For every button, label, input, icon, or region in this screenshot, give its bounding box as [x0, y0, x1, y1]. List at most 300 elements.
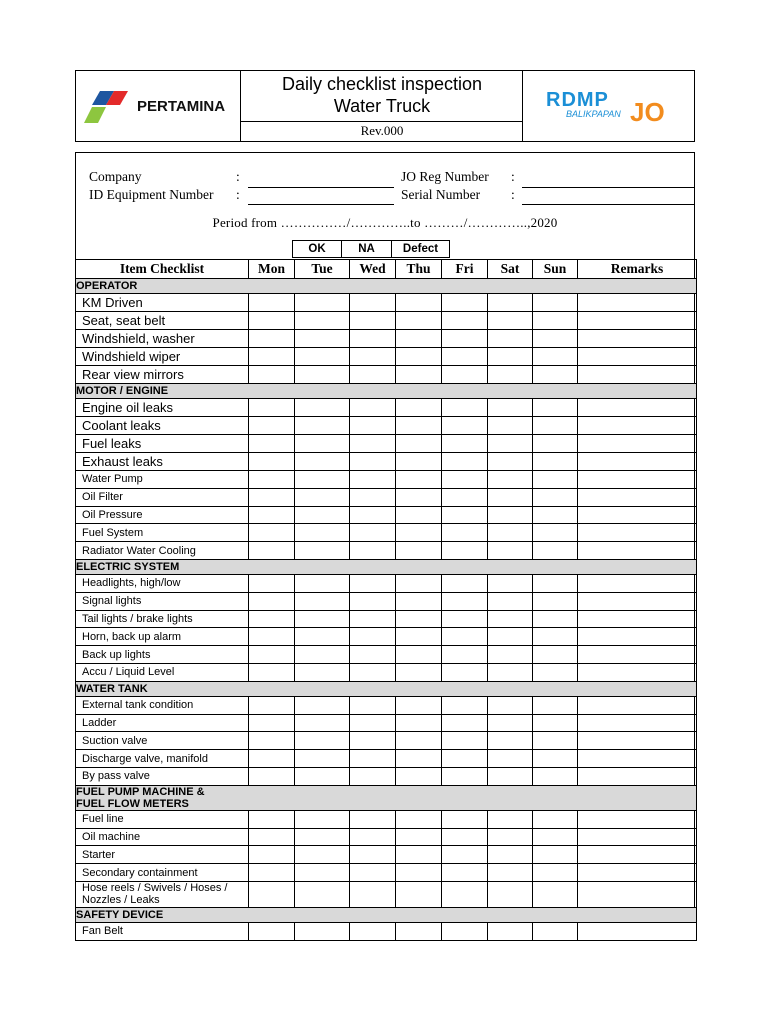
table-row	[76, 663, 697, 681]
day-check-cell[interactable]	[488, 646, 533, 664]
section-header	[76, 681, 697, 696]
day-check-cell[interactable]	[249, 435, 295, 453]
day-check-cell[interactable]	[442, 696, 488, 714]
day-check-cell[interactable]	[396, 453, 442, 471]
item-label: By pass valve	[76, 767, 249, 785]
day-check-cell[interactable]	[396, 524, 442, 542]
table-row	[76, 417, 697, 435]
day-check-cell[interactable]	[295, 846, 350, 864]
day-check-cell[interactable]	[533, 399, 578, 417]
day-check-cell[interactable]	[249, 663, 295, 681]
day-check-cell[interactable]	[350, 542, 396, 560]
day-check-cell[interactable]	[488, 881, 533, 907]
day-check-cell[interactable]	[350, 366, 396, 384]
day-check-cell[interactable]	[350, 417, 396, 435]
day-check-cell[interactable]	[533, 646, 578, 664]
day-check-cell[interactable]	[249, 646, 295, 664]
day-check-cell[interactable]	[488, 471, 533, 489]
day-check-cell[interactable]	[350, 881, 396, 907]
day-check-cell[interactable]	[249, 312, 295, 330]
day-check-cell[interactable]	[488, 846, 533, 864]
day-check-cell[interactable]	[533, 592, 578, 610]
day-check-cell[interactable]	[488, 828, 533, 846]
day-check-cell[interactable]	[488, 524, 533, 542]
period-line: Period from ……………/…………..to ………/…………..,2020	[212, 215, 558, 230]
day-check-cell[interactable]	[396, 663, 442, 681]
day-check-cell[interactable]	[249, 524, 295, 542]
day-check-cell[interactable]	[396, 542, 442, 560]
day-check-cell[interactable]	[350, 524, 396, 542]
day-check-cell[interactable]	[442, 846, 488, 864]
remarks-cell[interactable]	[578, 810, 697, 828]
item-label: Headlights, high/low	[76, 574, 249, 592]
day-check-cell[interactable]	[442, 881, 488, 907]
day-check-cell[interactable]	[350, 471, 396, 489]
day-check-cell[interactable]	[533, 732, 578, 750]
day-check-cell[interactable]	[396, 435, 442, 453]
day-check-cell[interactable]	[533, 714, 578, 732]
remarks-cell[interactable]	[578, 453, 697, 471]
day-check-cell[interactable]	[350, 663, 396, 681]
day-check-cell[interactable]	[396, 714, 442, 732]
id-equipment-label: ID Equipment Number	[89, 187, 214, 202]
day-check-cell[interactable]	[533, 610, 578, 628]
column-header: Sat	[488, 260, 533, 279]
table-row	[76, 435, 697, 453]
table-row	[76, 828, 697, 846]
day-check-cell[interactable]	[442, 524, 488, 542]
day-check-cell[interactable]	[533, 348, 578, 366]
day-check-cell[interactable]	[533, 663, 578, 681]
day-check-cell[interactable]	[533, 330, 578, 348]
item-label: Fuel leaks	[76, 435, 249, 453]
day-check-cell[interactable]	[350, 312, 396, 330]
day-check-cell[interactable]	[396, 881, 442, 907]
remarks-cell[interactable]	[578, 864, 697, 882]
day-check-cell[interactable]	[295, 696, 350, 714]
day-check-cell[interactable]	[488, 330, 533, 348]
day-check-cell[interactable]	[533, 881, 578, 907]
day-check-cell[interactable]	[396, 610, 442, 628]
table-row	[76, 453, 697, 471]
remarks-cell[interactable]	[578, 828, 697, 846]
day-check-cell[interactable]	[488, 488, 533, 506]
item-label: Exhaust leaks	[76, 453, 249, 471]
day-check-cell[interactable]	[249, 348, 295, 366]
day-check-cell[interactable]	[442, 922, 488, 940]
day-check-cell[interactable]	[249, 399, 295, 417]
day-check-cell[interactable]	[488, 810, 533, 828]
day-check-cell[interactable]	[442, 828, 488, 846]
day-check-cell[interactable]	[295, 610, 350, 628]
day-check-cell[interactable]	[442, 810, 488, 828]
day-check-cell[interactable]	[442, 732, 488, 750]
day-check-cell[interactable]	[295, 881, 350, 907]
day-check-cell[interactable]	[396, 767, 442, 785]
day-check-cell[interactable]	[533, 524, 578, 542]
day-check-cell[interactable]	[488, 592, 533, 610]
remarks-cell[interactable]	[578, 542, 697, 560]
day-check-cell[interactable]	[533, 294, 578, 312]
day-check-cell[interactable]	[295, 767, 350, 785]
day-check-cell[interactable]	[442, 453, 488, 471]
day-check-cell[interactable]	[533, 453, 578, 471]
day-check-cell[interactable]	[350, 750, 396, 768]
day-check-cell[interactable]	[295, 488, 350, 506]
day-check-cell[interactable]	[249, 542, 295, 560]
day-check-cell[interactable]	[533, 574, 578, 592]
document-header	[75, 70, 695, 142]
table-header-row	[76, 260, 697, 279]
day-check-cell[interactable]	[295, 864, 350, 882]
day-check-cell[interactable]	[396, 488, 442, 506]
day-check-cell[interactable]	[249, 864, 295, 882]
table-row	[76, 864, 697, 882]
day-check-cell[interactable]	[396, 312, 442, 330]
day-check-cell[interactable]	[350, 610, 396, 628]
day-check-cell[interactable]	[249, 610, 295, 628]
rdmp-jo-logo	[546, 89, 686, 129]
day-check-cell[interactable]	[249, 294, 295, 312]
day-check-cell[interactable]	[350, 696, 396, 714]
remarks-cell[interactable]	[578, 574, 697, 592]
day-check-cell[interactable]	[249, 628, 295, 646]
remarks-cell[interactable]	[578, 628, 697, 646]
day-check-cell[interactable]	[488, 348, 533, 366]
day-check-cell[interactable]	[350, 574, 396, 592]
day-check-cell[interactable]	[442, 348, 488, 366]
day-check-cell[interactable]	[396, 696, 442, 714]
remarks-cell[interactable]	[578, 471, 697, 489]
column-header: Mon	[249, 260, 295, 279]
day-check-cell[interactable]	[295, 435, 350, 453]
remarks-cell[interactable]	[578, 663, 697, 681]
remarks-cell[interactable]	[578, 524, 697, 542]
day-check-cell[interactable]	[249, 366, 295, 384]
day-check-cell[interactable]	[350, 348, 396, 366]
table-row	[76, 312, 697, 330]
day-check-cell[interactable]	[295, 453, 350, 471]
day-check-cell[interactable]	[396, 366, 442, 384]
company-field[interactable]	[248, 187, 394, 188]
day-check-cell[interactable]	[488, 435, 533, 453]
day-check-cell[interactable]	[488, 417, 533, 435]
day-check-cell[interactable]	[442, 471, 488, 489]
day-check-cell[interactable]	[533, 417, 578, 435]
day-check-cell[interactable]	[249, 828, 295, 846]
day-check-cell[interactable]	[442, 330, 488, 348]
day-check-cell[interactable]	[295, 592, 350, 610]
column-header: Wed	[350, 260, 396, 279]
item-label: Horn, back up alarm	[76, 628, 249, 646]
day-check-cell[interactable]	[488, 767, 533, 785]
day-check-cell[interactable]	[295, 810, 350, 828]
day-check-cell[interactable]	[396, 810, 442, 828]
day-check-cell[interactable]	[442, 628, 488, 646]
day-check-cell[interactable]	[396, 399, 442, 417]
item-label: Oil Pressure	[76, 506, 249, 524]
day-check-cell[interactable]	[350, 488, 396, 506]
remarks-cell[interactable]	[578, 610, 697, 628]
remarks-cell[interactable]	[578, 881, 697, 907]
day-check-cell[interactable]	[533, 628, 578, 646]
day-check-cell[interactable]	[249, 922, 295, 940]
day-check-cell[interactable]	[350, 330, 396, 348]
day-check-cell[interactable]	[442, 366, 488, 384]
day-check-cell[interactable]	[442, 488, 488, 506]
remarks-cell[interactable]	[578, 348, 697, 366]
rdmp-text: RDMP	[546, 89, 609, 111]
day-check-cell[interactable]	[295, 471, 350, 489]
remarks-cell[interactable]	[578, 696, 697, 714]
day-check-cell[interactable]	[249, 846, 295, 864]
remarks-cell[interactable]	[578, 767, 697, 785]
day-check-cell[interactable]	[488, 696, 533, 714]
day-check-cell[interactable]	[249, 488, 295, 506]
table-row	[76, 846, 697, 864]
day-check-cell[interactable]	[295, 750, 350, 768]
day-check-cell[interactable]	[396, 574, 442, 592]
item-label: Radiator Water Cooling	[76, 542, 249, 560]
day-check-cell[interactable]	[295, 542, 350, 560]
day-check-cell[interactable]	[295, 714, 350, 732]
remarks-cell[interactable]	[578, 417, 697, 435]
day-check-cell[interactable]	[295, 312, 350, 330]
day-check-cell[interactable]	[350, 646, 396, 664]
day-check-cell[interactable]	[488, 922, 533, 940]
remarks-cell[interactable]	[578, 506, 697, 524]
day-check-cell[interactable]	[488, 294, 533, 312]
day-check-cell[interactable]	[249, 574, 295, 592]
day-check-cell[interactable]	[249, 810, 295, 828]
table-row	[76, 696, 697, 714]
day-check-cell[interactable]	[442, 714, 488, 732]
section-header	[76, 907, 697, 922]
pertamina-wordmark: PERTAMINA	[137, 98, 226, 115]
day-check-cell[interactable]	[396, 294, 442, 312]
day-check-cell[interactable]	[295, 294, 350, 312]
day-check-cell[interactable]	[442, 750, 488, 768]
day-check-cell[interactable]	[396, 592, 442, 610]
serial-number-field[interactable]	[522, 204, 694, 205]
remarks-cell[interactable]	[578, 922, 697, 940]
remarks-cell[interactable]	[578, 312, 697, 330]
day-check-cell[interactable]	[533, 864, 578, 882]
day-check-cell[interactable]	[488, 732, 533, 750]
day-check-cell[interactable]	[533, 471, 578, 489]
item-label: Ladder	[76, 714, 249, 732]
day-check-cell[interactable]	[396, 417, 442, 435]
day-check-cell[interactable]	[295, 348, 350, 366]
day-check-cell[interactable]	[396, 732, 442, 750]
day-check-cell[interactable]	[350, 628, 396, 646]
day-check-cell[interactable]	[249, 732, 295, 750]
day-check-cell[interactable]	[442, 592, 488, 610]
day-check-cell[interactable]	[350, 399, 396, 417]
remarks-cell[interactable]	[578, 750, 697, 768]
day-check-cell[interactable]	[396, 846, 442, 864]
day-check-cell[interactable]	[533, 435, 578, 453]
table-row	[76, 922, 697, 940]
day-check-cell[interactable]	[249, 417, 295, 435]
item-label: Secondary containment	[76, 864, 249, 882]
day-check-cell[interactable]	[350, 846, 396, 864]
day-check-cell[interactable]	[295, 828, 350, 846]
day-check-cell[interactable]	[396, 828, 442, 846]
remarks-cell[interactable]	[578, 399, 697, 417]
day-check-cell[interactable]	[533, 506, 578, 524]
day-check-cell[interactable]	[249, 696, 295, 714]
day-check-cell[interactable]	[396, 348, 442, 366]
day-check-cell[interactable]	[295, 663, 350, 681]
day-check-cell[interactable]	[350, 922, 396, 940]
day-check-cell[interactable]	[350, 294, 396, 312]
item-label: Back up lights	[76, 646, 249, 664]
column-header: Fri	[442, 260, 488, 279]
day-check-cell[interactable]	[396, 922, 442, 940]
day-check-cell[interactable]	[533, 542, 578, 560]
day-check-cell[interactable]	[249, 714, 295, 732]
day-check-cell[interactable]	[488, 542, 533, 560]
day-check-cell[interactable]	[442, 435, 488, 453]
day-check-cell[interactable]	[488, 610, 533, 628]
pertamina-logo	[84, 89, 238, 123]
day-check-cell[interactable]	[350, 714, 396, 732]
day-check-cell[interactable]	[295, 506, 350, 524]
day-check-cell[interactable]	[488, 663, 533, 681]
day-check-cell[interactable]	[350, 732, 396, 750]
day-check-cell[interactable]	[442, 610, 488, 628]
day-check-cell[interactable]	[533, 366, 578, 384]
id-equipment-field[interactable]	[248, 204, 394, 205]
day-check-cell[interactable]	[396, 864, 442, 882]
day-check-cell[interactable]	[350, 828, 396, 846]
day-check-cell[interactable]	[442, 312, 488, 330]
day-check-cell[interactable]	[249, 592, 295, 610]
day-check-cell[interactable]	[396, 628, 442, 646]
column-header: Thu	[396, 260, 442, 279]
day-check-cell[interactable]	[488, 366, 533, 384]
column-header: Sun	[533, 260, 578, 279]
remarks-cell[interactable]	[578, 646, 697, 664]
day-check-cell[interactable]	[249, 767, 295, 785]
day-check-cell[interactable]	[295, 922, 350, 940]
day-check-cell[interactable]	[442, 294, 488, 312]
item-label: External tank condition	[76, 696, 249, 714]
item-label: Discharge valve, manifold	[76, 750, 249, 768]
day-check-cell[interactable]	[396, 330, 442, 348]
remarks-cell[interactable]	[578, 846, 697, 864]
jo-reg-field[interactable]	[522, 187, 694, 188]
remarks-cell[interactable]	[578, 732, 697, 750]
item-label: Windshield wiper	[76, 348, 249, 366]
day-check-cell[interactable]	[249, 471, 295, 489]
day-check-cell[interactable]	[442, 417, 488, 435]
day-check-cell[interactable]	[488, 399, 533, 417]
day-check-cell[interactable]	[442, 506, 488, 524]
day-check-cell[interactable]	[442, 663, 488, 681]
day-check-cell[interactable]	[533, 846, 578, 864]
remarks-cell[interactable]	[578, 435, 697, 453]
day-check-cell[interactable]	[295, 524, 350, 542]
day-check-cell[interactable]	[350, 435, 396, 453]
day-check-cell[interactable]	[350, 453, 396, 471]
day-check-cell[interactable]	[442, 574, 488, 592]
day-check-cell[interactable]	[533, 312, 578, 330]
day-check-cell[interactable]	[350, 767, 396, 785]
column-header: Tue	[295, 260, 350, 279]
day-check-cell[interactable]	[488, 628, 533, 646]
day-check-cell[interactable]	[442, 646, 488, 664]
remarks-cell[interactable]	[578, 366, 697, 384]
day-check-cell[interactable]	[488, 312, 533, 330]
day-check-cell[interactable]	[442, 767, 488, 785]
title-line1: Daily checklist inspection	[281, 74, 483, 94]
day-check-cell[interactable]	[442, 864, 488, 882]
day-check-cell[interactable]	[350, 810, 396, 828]
legend-na: NA	[342, 240, 392, 258]
day-check-cell[interactable]	[295, 330, 350, 348]
day-check-cell[interactable]	[249, 330, 295, 348]
day-check-cell[interactable]	[533, 767, 578, 785]
day-check-cell[interactable]	[442, 399, 488, 417]
remarks-cell[interactable]	[578, 294, 697, 312]
day-check-cell[interactable]	[249, 453, 295, 471]
day-check-cell[interactable]	[249, 881, 295, 907]
day-check-cell[interactable]	[295, 646, 350, 664]
day-check-cell[interactable]	[249, 506, 295, 524]
day-check-cell[interactable]	[442, 542, 488, 560]
day-check-cell[interactable]	[295, 574, 350, 592]
day-check-cell[interactable]	[295, 366, 350, 384]
day-check-cell[interactable]	[533, 828, 578, 846]
day-check-cell[interactable]	[488, 714, 533, 732]
table-row	[76, 592, 697, 610]
day-check-cell[interactable]	[488, 864, 533, 882]
remarks-cell[interactable]	[578, 330, 697, 348]
day-check-cell[interactable]	[396, 750, 442, 768]
table-row	[76, 542, 697, 560]
table-row	[76, 399, 697, 417]
day-check-cell[interactable]	[350, 864, 396, 882]
table-row	[76, 732, 697, 750]
day-check-cell[interactable]	[533, 922, 578, 940]
day-check-cell[interactable]	[396, 471, 442, 489]
day-check-cell[interactable]	[295, 417, 350, 435]
remarks-cell[interactable]	[578, 714, 697, 732]
day-check-cell[interactable]	[396, 506, 442, 524]
day-check-cell[interactable]	[533, 488, 578, 506]
day-check-cell[interactable]	[249, 750, 295, 768]
day-check-cell[interactable]	[295, 732, 350, 750]
table-row	[76, 471, 697, 489]
day-check-cell[interactable]	[488, 574, 533, 592]
form-box: Company : ID Equipment Number : JO Reg Number : Serial Number : Period from ……………/…………..to ………/…………..,2020	[75, 152, 695, 922]
day-check-cell[interactable]	[295, 399, 350, 417]
day-check-cell[interactable]	[533, 696, 578, 714]
day-check-cell[interactable]	[533, 810, 578, 828]
day-check-cell[interactable]	[533, 750, 578, 768]
day-check-cell[interactable]	[295, 628, 350, 646]
day-check-cell[interactable]	[350, 506, 396, 524]
day-check-cell[interactable]	[350, 592, 396, 610]
day-check-cell[interactable]	[488, 506, 533, 524]
remarks-cell[interactable]	[578, 488, 697, 506]
day-check-cell[interactable]	[396, 646, 442, 664]
remarks-cell[interactable]	[578, 592, 697, 610]
day-check-cell[interactable]	[488, 453, 533, 471]
day-check-cell[interactable]	[488, 750, 533, 768]
